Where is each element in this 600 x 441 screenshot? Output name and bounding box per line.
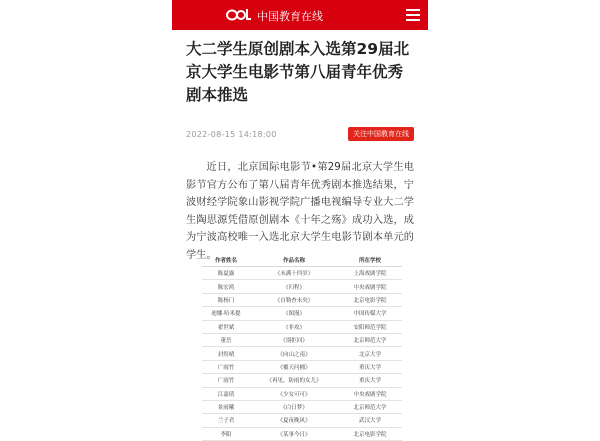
author-cell: 封煜晴 xyxy=(202,347,250,360)
work-cell: 《向山之南》 xyxy=(250,347,338,360)
winners-table xyxy=(202,254,402,441)
work-cell: 《某事今日》 xyxy=(250,427,338,440)
school-cell: 重庆大学 xyxy=(338,360,402,373)
table-row xyxy=(202,414,402,427)
author-cell: 陈夏露 xyxy=(202,267,250,280)
author-cell: 广雨竹 xyxy=(202,374,250,387)
table-header-row xyxy=(202,254,402,267)
school-cell: 上海戏剧学院 xyxy=(338,267,402,280)
author-cell: 迪娜·哈米提 xyxy=(202,307,250,320)
article-meta xyxy=(186,127,414,145)
work-cell: 《白日梦》 xyxy=(250,400,338,413)
school-cell: 重庆大学 xyxy=(338,374,402,387)
school-cell: 北京大学 xyxy=(338,347,402,360)
table-row xyxy=(202,400,402,413)
table-row xyxy=(202,293,402,306)
table-row xyxy=(202,387,402,400)
school-cell: 中国传媒大学 xyxy=(338,307,402,320)
author-cell: 李阳 xyxy=(202,427,250,440)
table-row xyxy=(202,427,402,440)
school-cell: 北京电影学院 xyxy=(338,293,402,306)
work-cell: 《别拒回》 xyxy=(250,333,338,346)
work-cell: 《归程》 xyxy=(250,280,338,293)
author-cell: 陈杨门 xyxy=(202,293,250,306)
right-margin xyxy=(428,0,600,400)
school-cell: 北京师范大学 xyxy=(338,400,402,413)
table-row xyxy=(202,320,402,333)
article-paragraph: 近日，北京国际电影节•第29届北京大学生电影节官方公布了第八届青年优秀剧本推选结果，宁波财经学院象山影视学院广播电视编导专业大二学生陶思源凭借原创剧本《十年之殇》成功入选，成为宁波高校唯一入选北京大学生电影节剧本单元的学生。 xyxy=(186,162,414,261)
work-cell: 《自勒查未央》 xyxy=(250,293,338,306)
column-header-author: 作者姓名 xyxy=(202,254,250,267)
school-cell: 北京师范大学 xyxy=(338,333,402,346)
hamburger-menu-icon[interactable] xyxy=(406,9,420,21)
table-body xyxy=(202,267,402,441)
winners-table-image xyxy=(202,254,402,441)
eol-logo-icon[interactable] xyxy=(226,7,252,21)
article-title: 大二学生原创剧本入选第29届北京大学生电影节第八届青年优秀剧本推选 xyxy=(186,40,410,104)
mobile-article-page xyxy=(172,0,428,438)
work-cell: 《未满十四岁》 xyxy=(250,267,338,280)
author-cell: 江嘉倩 xyxy=(202,387,250,400)
work-cell: 《再见，防雨的女儿》 xyxy=(250,374,338,387)
work-cell: 《图漫》 xyxy=(250,307,338,320)
author-cell: 董岳 xyxy=(202,333,250,346)
table-row xyxy=(202,360,402,373)
table-row xyxy=(202,333,402,346)
author-cell: 陈宏鸿 xyxy=(202,280,250,293)
site-name[interactable]: 中国教育在线 xyxy=(257,10,323,23)
work-cell: 《少女可可》 xyxy=(250,387,338,400)
school-cell: 北京电影学院 xyxy=(338,427,402,440)
table-row xyxy=(202,374,402,387)
column-header-work: 作品名称 xyxy=(250,254,338,267)
author-cell: 广雨竹 xyxy=(202,360,250,373)
table-row xyxy=(202,307,402,320)
school-cell: 中央戏剧学院 xyxy=(338,280,402,293)
table-row xyxy=(202,280,402,293)
table-row xyxy=(202,267,402,280)
author-cell: 景雨曦 xyxy=(202,400,250,413)
work-cell: 《覆天问桶》 xyxy=(250,360,338,373)
school-cell: 中央戏剧学院 xyxy=(338,387,402,400)
school-cell: 安阳师范学院 xyxy=(338,320,402,333)
table-row xyxy=(202,347,402,360)
publish-date: 2022-08-15 14:18:00 xyxy=(186,130,277,139)
author-cell: 兰子君 xyxy=(202,414,250,427)
work-cell: 《非攻》 xyxy=(250,320,338,333)
author-cell: 翟世斌 xyxy=(202,320,250,333)
school-cell: 武汉大学 xyxy=(338,414,402,427)
work-cell: 《夏夜晚风》 xyxy=(250,414,338,427)
column-header-school: 所在学校 xyxy=(338,254,402,267)
left-margin xyxy=(0,0,172,400)
site-header xyxy=(172,0,428,30)
follow-button[interactable]: 关注中国教育在线 xyxy=(348,127,414,141)
